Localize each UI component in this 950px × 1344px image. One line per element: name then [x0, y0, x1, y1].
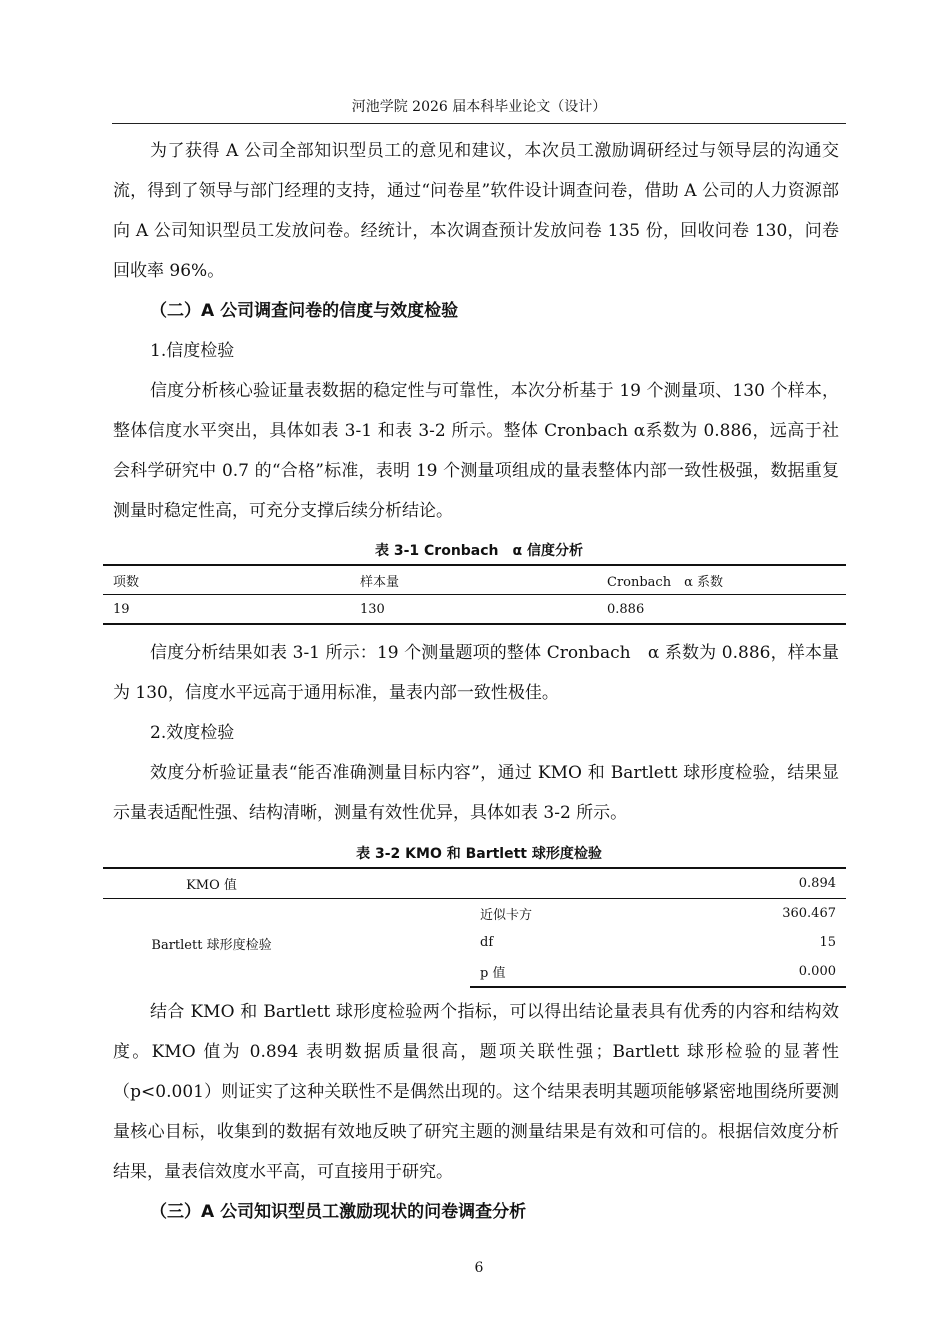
bartlett-stat-label: 近似卡方 [480, 908, 533, 923]
paragraph-validity-conclusion: 结合 KMO 和 Bartlett 球形度检验两个指标，可以得出结论量表具有优秀的内容和结构效度。KMO 值为 0.894 表明数据质量很高，题项关联性强；Bartlett 球形检验的显著性（p<0.001）则证实了这种关联性不是偶然出现的。这个结果表明其题项能够紧密地围绕所要测量核心目标，收集到的数据有效地反映了研究主题的测量结果是有效和可信的。根据信效度分析结果，量表信效度水平高，可直接用于研究。 [113, 1002, 839, 1182]
subheading-validity: 2.效度检验 [150, 723, 235, 743]
bartlett-stat-label: p 值 [470, 957, 670, 987]
paragraph-validity-analysis: 效度分析验证量表“能否准确测量目标内容”，通过 KMO 和 Bartlett 球形度检验，结果显示量表适配性强、结构清晰，测量有效性优异，具体如表 3-2 所示。 [113, 763, 839, 823]
table-3-1-caption: 表 3-1 Cronbach α 信度分析 [374, 543, 584, 559]
paragraph-survey-distribution: 为了获得 A 公司全部知识型员工的意见和建议，本次员工激励调研经过与领导层的沟通交流，得到了领导与部门经理的支持，通过“问卷星”软件设计调查问卷，借助 A 公司的人力资源部向 A 公司知识型员工发放问卷。经统计，本次调查预计发放问卷 135 份，回收问卷 130，问卷回收率 96%。 [113, 141, 839, 281]
header-rule [112, 123, 846, 124]
subheading-reliability: 1.信度检验 [150, 341, 235, 361]
table-row-kmo [103, 868, 846, 899]
bartlett-stat-value: 0.000 [670, 957, 846, 987]
table-3-2 [103, 867, 846, 988]
kmo-label: KMO 值 [103, 868, 470, 899]
bartlett-stat-label: df [480, 935, 494, 950]
table-cell: 130 [350, 595, 597, 625]
bartlett-label: Bartlett 球形度检验 [151, 937, 272, 953]
table-header-cell: 项数 [103, 565, 350, 595]
table-3-2-caption: 表 3-2 KMO 和 Bartlett 球形度检验 [356, 846, 602, 862]
page-header: 河池学院 2026 届本科毕业论文（设计） [351, 99, 607, 115]
kmo-value: 0.894 [670, 868, 846, 899]
table-header-row [103, 565, 846, 595]
paragraph-reliability-result: 信度分析结果如表 3-1 所示：19 个测量题项的整体 Cronbach α 系数为 0.886，样本量为 130，信度水平远高于通用标准，量表内部一致性极佳。 [113, 643, 839, 703]
paragraph-reliability-analysis: 信度分析核心验证量表数据的稳定性与可靠性，本次分析基于 19 个测量项、130 个样本，整体信度水平突出，具体如表 3-1 和表 3-2 所示。整体 Cronbach α系数为 0.886，远高于社会科学研究中 0.7 的“合格”标准，表明 19 个测量项组成的量表整体内部一致性极强，数据重复测量时稳定性高，可充分支撑后续分析结论。 [113, 381, 839, 521]
page-number: 6 [474, 1260, 484, 1276]
table-row [103, 899, 846, 929]
bartlett-stat-value: 360.467 [782, 906, 836, 921]
table-cell: 19 [103, 595, 350, 625]
section-heading-incentive-survey: （三）A 公司知识型员工激励现状的问卷调查分析 [150, 1202, 527, 1222]
table-row [103, 595, 846, 625]
table-header-cell: 样本量 [350, 565, 597, 595]
bartlett-stat-value: 15 [819, 935, 836, 950]
table-header-cell: Cronbach α 系数 [597, 565, 846, 595]
table-3-1 [103, 564, 846, 625]
table-cell: 0.886 [597, 595, 846, 625]
section-heading-reliability-validity: （二）A 公司调查问卷的信度与效度检验 [150, 301, 459, 321]
